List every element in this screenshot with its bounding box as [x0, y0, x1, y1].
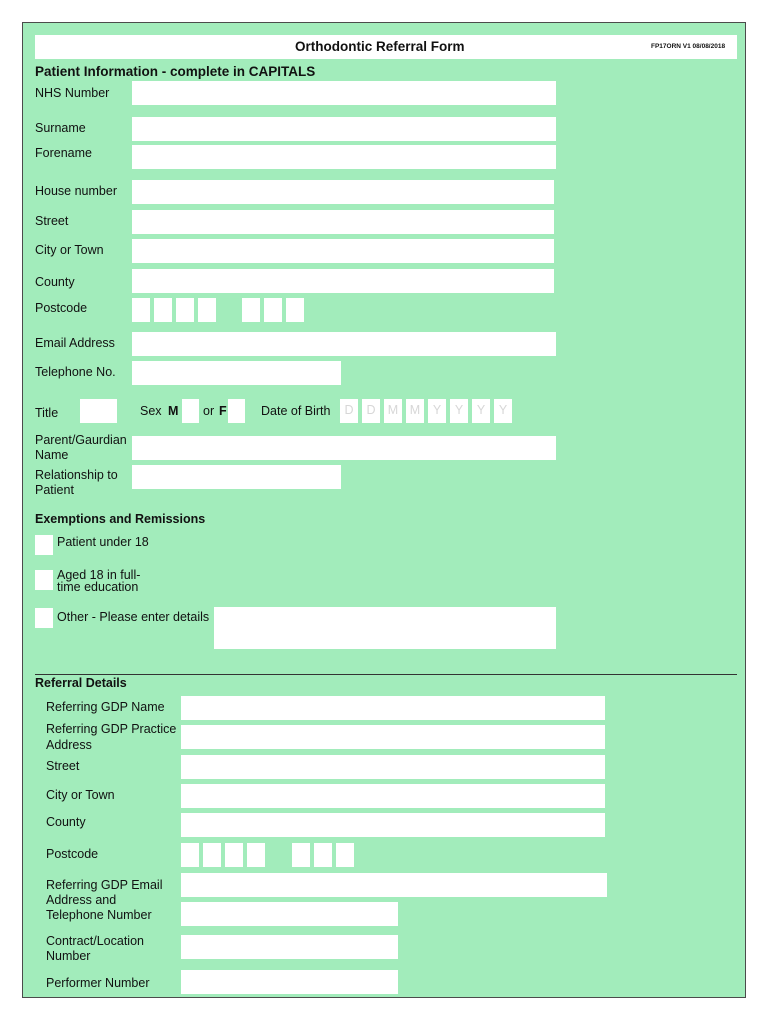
other-exemption-label: Other - Please enter details: [57, 610, 210, 624]
postcode-char-3[interactable]: [176, 298, 194, 322]
practice-street-label: Street: [46, 759, 80, 773]
practice-postcode-label: Postcode: [46, 847, 99, 861]
postcode-char-7[interactable]: [286, 298, 304, 322]
exemptions-heading: Exemptions and Remissions: [35, 512, 206, 526]
section-divider: [35, 674, 737, 675]
practice-postcode-char-5[interactable]: [292, 843, 310, 867]
practice-street-input[interactable]: [181, 755, 605, 779]
county-input[interactable]: [132, 269, 554, 293]
dob-month-2[interactable]: M: [406, 399, 424, 423]
email-input[interactable]: [132, 332, 556, 356]
forename-label: Forename: [35, 146, 92, 160]
surname-input[interactable]: [132, 117, 556, 141]
city-input[interactable]: [132, 239, 554, 263]
practice-address-label-line2: Address: [46, 738, 92, 752]
sex-female-box[interactable]: [228, 399, 245, 423]
postcode-char-6[interactable]: [264, 298, 282, 322]
dob-year-1[interactable]: Y: [428, 399, 446, 423]
parent-name-label-line2: Name: [35, 448, 69, 462]
practice-postcode-char-3[interactable]: [225, 843, 243, 867]
practice-postcode-char-7[interactable]: [336, 843, 354, 867]
sex-or-label: or: [203, 404, 215, 418]
dob-year-4[interactable]: Y: [494, 399, 512, 423]
street-label: Street: [35, 214, 69, 228]
other-exemption-details-input[interactable]: [214, 607, 556, 649]
full-time-education-checkbox[interactable]: [35, 570, 53, 590]
other-exemption-checkbox[interactable]: [35, 608, 53, 628]
practice-postcode-char-1[interactable]: [181, 843, 199, 867]
under-18-label: Patient under 18: [57, 535, 149, 549]
gdp-telephone-input[interactable]: [181, 902, 398, 926]
practice-postcode-char-6[interactable]: [314, 843, 332, 867]
forename-input[interactable]: [132, 145, 556, 169]
sex-male-label: M: [168, 404, 179, 418]
gdp-name-input[interactable]: [181, 696, 605, 720]
telephone-input[interactable]: [132, 361, 341, 385]
county-label: County: [35, 275, 75, 289]
dob-year-2[interactable]: Y: [450, 399, 468, 423]
practice-postcode-char-2[interactable]: [203, 843, 221, 867]
surname-label: Surname: [35, 121, 86, 135]
nhs-number-label: NHS Number: [35, 86, 110, 100]
sex-label: Sex: [140, 404, 162, 418]
postcode-char-5[interactable]: [242, 298, 260, 322]
referral-form-page: [22, 22, 746, 998]
sex-female-label: F: [219, 404, 227, 418]
title-label: Title: [35, 406, 59, 420]
parent-name-input[interactable]: [132, 436, 556, 460]
house-number-input[interactable]: [132, 180, 554, 204]
dob-day-2[interactable]: D: [362, 399, 380, 423]
house-number-label: House number: [35, 184, 117, 198]
dob-day-1[interactable]: D: [340, 399, 358, 423]
relationship-label-line2: Patient: [35, 483, 74, 497]
performer-number-input[interactable]: [181, 970, 398, 994]
practice-address-label-line1: Referring GDP Practice: [46, 722, 177, 736]
practice-county-label: County: [46, 815, 86, 829]
email-label: Email Address: [35, 336, 115, 350]
gdp-contact-label-line2: Address and: [46, 893, 117, 907]
street-input[interactable]: [132, 210, 554, 234]
gdp-contact-label-line3: Telephone Number: [46, 908, 152, 922]
contract-number-input[interactable]: [181, 935, 398, 959]
gdp-contact-label-line1: Referring GDP Email: [46, 878, 163, 892]
contract-number-label-line1: Contract/Location: [46, 934, 144, 948]
referral-section-heading: Referral Details: [35, 676, 127, 690]
relationship-input[interactable]: [132, 465, 341, 489]
nhs-number-input[interactable]: [132, 81, 556, 105]
form-title: Orthodontic Referral Form: [295, 39, 465, 54]
dob-label: Date of Birth: [261, 404, 331, 418]
dob-month-1[interactable]: M: [384, 399, 402, 423]
practice-address-input[interactable]: [181, 725, 605, 749]
practice-city-input[interactable]: [181, 784, 605, 808]
practice-postcode-char-4[interactable]: [247, 843, 265, 867]
performer-number-label: Performer Number: [46, 976, 150, 990]
practice-city-label: City or Town: [46, 788, 115, 802]
under-18-checkbox[interactable]: [35, 535, 53, 555]
contract-number-label-line2: Number: [46, 949, 91, 963]
gdp-email-input[interactable]: [181, 873, 607, 897]
patient-section-heading: Patient Information - complete in CAPITALS: [35, 64, 316, 79]
relationship-label-line1: Relationship to: [35, 468, 118, 482]
practice-county-input[interactable]: [181, 813, 605, 837]
form-reference-code: FP17ORN V1 08/08/2018: [651, 43, 726, 50]
title-input[interactable]: [80, 399, 117, 423]
dob-year-3[interactable]: Y: [472, 399, 490, 423]
sex-male-box[interactable]: [182, 399, 199, 423]
postcode-label: Postcode: [35, 301, 88, 315]
full-time-education-label-line2: time education: [57, 580, 139, 594]
postcode-char-4[interactable]: [198, 298, 216, 322]
postcode-char-1[interactable]: [132, 298, 150, 322]
gdp-name-label: Referring GDP Name: [46, 700, 165, 714]
parent-name-label-line1: Parent/Gaurdian: [35, 433, 127, 447]
city-label: City or Town: [35, 243, 104, 257]
full-time-education-label-line1: Aged 18 in full-: [57, 568, 141, 582]
telephone-label: Telephone No.: [35, 365, 116, 379]
postcode-char-2[interactable]: [154, 298, 172, 322]
